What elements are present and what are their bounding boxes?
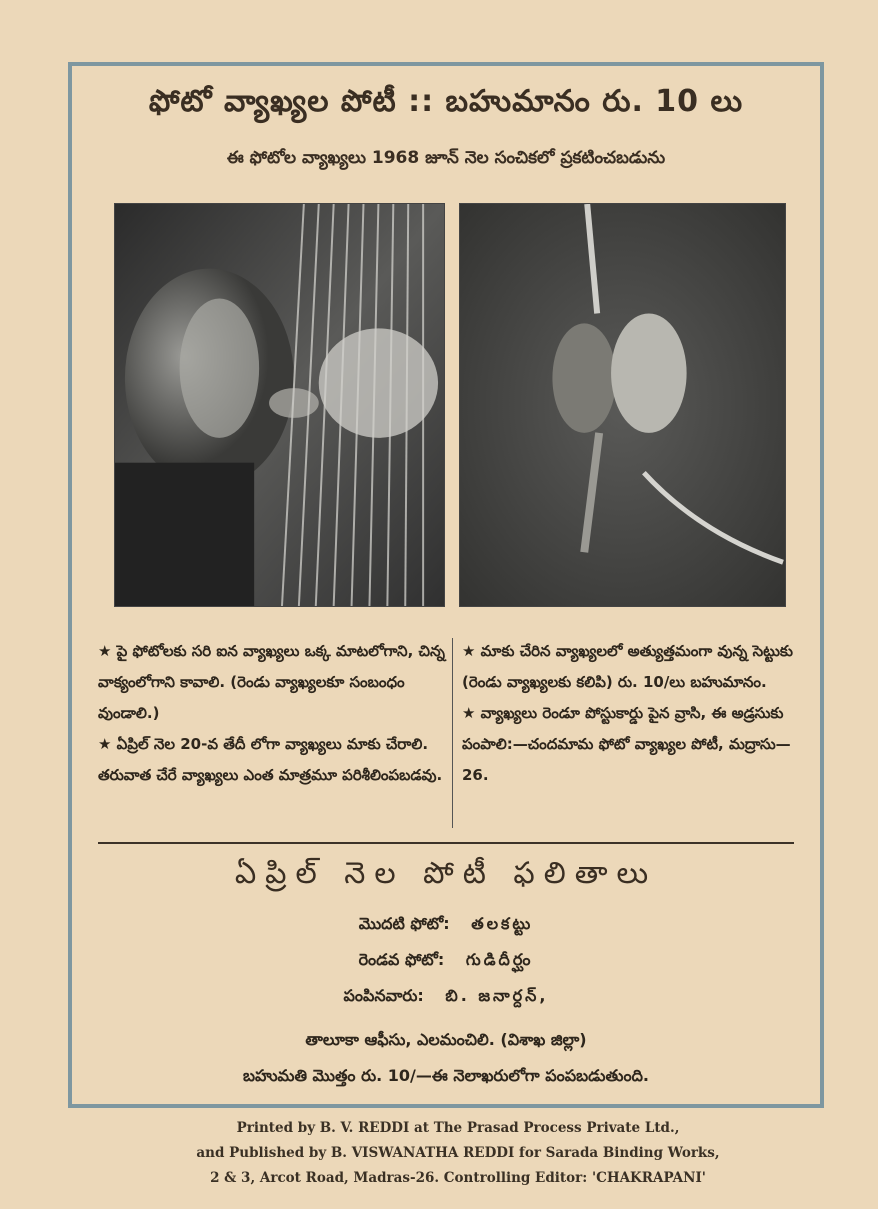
photo-woman-with-bird-cage [114,203,445,607]
rule-item: ★ వ్యాఖ్యలు రెండూ పోస్టుకార్డు పైన వ్రాసి, ఈ అడ్రసుకు పంపాలి:—చందమామ ఫోటో వ్యాఖ్యల పోటీ, మద్రాసు—26. [462,704,791,784]
contest-subtitle: ఈ ఫోటోల వ్యాఖ్యలు 1968 జూన్ నెల సంచికలో ప్రకటించబడును [226,148,666,168]
section-divider [98,842,794,844]
rule-item: ★ ఏప్రిల్ నెల 20-వ తేదీ లోగా వ్యాఖ్యలు మాకు చేరాలి. తరువాత చేరే వ్యాఖ్యలు ఎంత మాత్రమూ పరిశీలింపబడవు. [98,735,443,784]
result-label: రెండవ ఫోటో: [358,950,445,969]
rule-item: ★ పై ఫోటోలకు సరి ఐన వ్యాఖ్యలు ఒక్క మాటలోగాని, చిన్న వాక్యంలోగాని కావాలి. (రెండు వ్యాఖ్యలకూ సంబంధం వుండాలి.) [98,642,445,722]
rules-right-column [462,636,802,791]
printer-imprint [120,1116,796,1191]
column-divider [452,638,453,828]
imprint-line: 2 & 3, Arcot Road, Madras-26. Controlling Editor: 'CHAKRAPANI' [210,1170,706,1186]
result-sender [74,986,818,1009]
result-label: పంపినవారు: [343,986,424,1005]
result-value: తలకట్టు [471,914,534,933]
results-title: ఏప్రిల్ నెల పోటీ ఫలితాలు [234,856,658,891]
result-first-photo [74,914,818,937]
contest-title: ఫోటో వ్యాఖ్యల పోటీ :: బహుమానం రు. 10 లు [148,84,744,119]
result-value: బి. జనార్దన్, [445,986,549,1005]
rules-left-column [98,636,446,791]
imprint-line: Printed by B. V. REDDI at The Prasad Process Private Ltd., [236,1120,680,1136]
result-second-photo [74,950,818,973]
result-label: మొదటి ఫోటో: [358,914,450,933]
photo-parakeets-on-perch [459,203,786,607]
imprint-line: and Published by B. VISWANATHA REDDI for Sarada Binding Works, [196,1145,720,1161]
result-value: గుడిదీర్ఘం [465,950,534,969]
result-address: తాలూకా ఆఫీసు, ఎలమంచిలి. (విశాఖ జిల్లా) [305,1030,587,1049]
rule-item: ★ మాకు చేరిన వ్యాఖ్యలలో అత్యుత్తమంగా వున్న సెట్టుకు (రెండు వ్యాఖ్యలకు కలిపి) రు. 10/లు బహుమానం. [462,642,793,691]
result-prize-note: బహుమతి మొత్తం రు. 10/—ఈ నెలాఖరులోగా పంపబడుతుంది. [243,1066,649,1085]
